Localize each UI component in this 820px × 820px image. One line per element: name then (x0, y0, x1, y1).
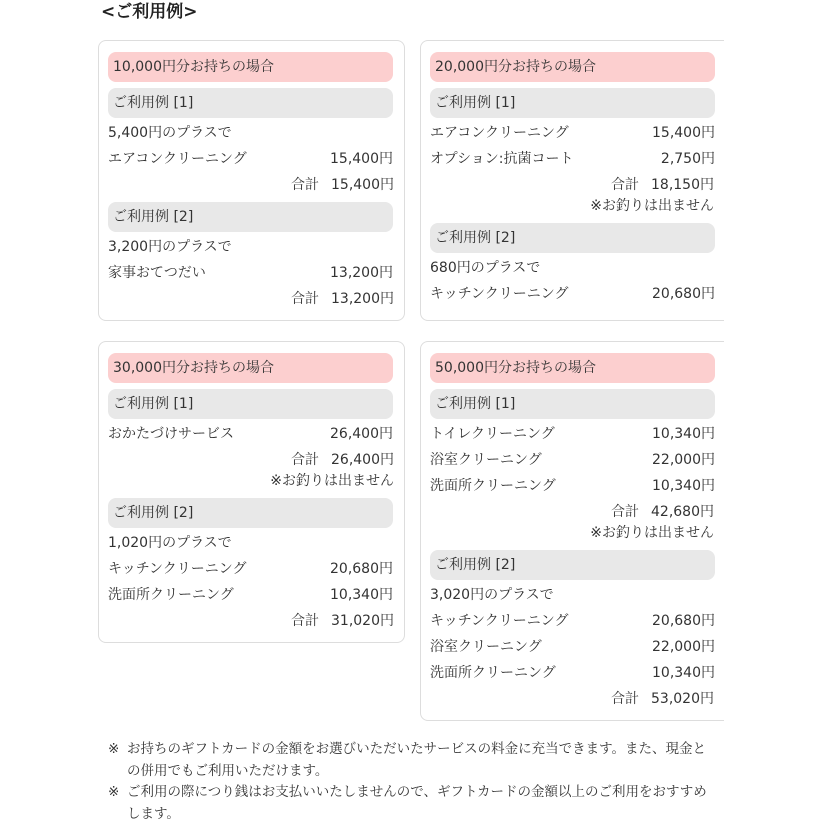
item-name: キッチンクリーニング (108, 561, 247, 577)
item-name: エアコンクリーニング (430, 125, 569, 141)
item-name: 洗面所クリーニング (430, 665, 556, 681)
list-item (430, 637, 715, 657)
example-label: ご利用例 [2] (430, 550, 715, 580)
card-30000 (98, 341, 405, 643)
card-title: 50,000円分お持ちの場合 (430, 353, 715, 383)
card-10000 (98, 40, 405, 321)
list-item (108, 424, 393, 444)
list-item (108, 263, 393, 283)
list-item (108, 149, 393, 169)
item-price: 20,680円 (330, 561, 393, 577)
footnote-text: お持ちのギフトカードの金額をお選びいただいたサービスの料金に充当できます。また、現金と (127, 741, 707, 757)
total-label: 合計 (291, 291, 319, 307)
total-value: 26,400円 (331, 452, 394, 468)
plus-text: 680円のプラスで (430, 260, 541, 276)
total-label: 合計 (611, 691, 639, 707)
list-item (430, 284, 715, 304)
list-item (430, 424, 715, 444)
item-name: おかたづけサービス (108, 426, 234, 442)
card-title: 20,000円分お持ちの場合 (430, 52, 715, 82)
no-change-note: ※お釣りは出ません (270, 473, 394, 489)
item-name: トイレクリーニング (430, 426, 555, 442)
example-label: ご利用例 [2] (430, 223, 715, 253)
item-name: 家事おてつだい (108, 265, 206, 281)
card-title: 10,000円分お持ちの場合 (108, 52, 393, 82)
item-price: 26,400円 (330, 426, 393, 442)
card-50000 (420, 341, 724, 721)
card-title: 30,000円分お持ちの場合 (108, 353, 393, 383)
item-price: 15,400円 (652, 125, 715, 141)
item-price: 2,750円 (660, 151, 715, 167)
total-label: 合計 (611, 504, 639, 520)
list-item (430, 663, 715, 683)
total-value: 42,680円 (651, 504, 714, 520)
total-value: 18,150円 (651, 177, 714, 193)
item-name: 洗面所クリーニング (108, 587, 234, 603)
footnote-text: します。 (127, 806, 180, 820)
item-price: 13,200円 (330, 265, 393, 281)
no-change-note: ※お釣りは出ません (590, 198, 714, 214)
total-row (611, 502, 714, 522)
total-row (291, 289, 394, 309)
item-name: オプション:抗菌コート (430, 151, 574, 167)
plus-text: 1,020円のプラスで (108, 535, 232, 551)
example-label: ご利用例 [1] (430, 88, 715, 118)
item-name: 浴室クリーニング (430, 639, 542, 655)
total-row (291, 611, 394, 631)
footnote-mark: ※ (108, 784, 120, 800)
example-label: ご利用例 [2] (108, 498, 393, 528)
item-name: エアコンクリーニング (108, 151, 247, 167)
item-name: キッチンクリーニング (430, 613, 569, 629)
total-value: 53,020円 (651, 691, 714, 707)
item-name: 洗面所クリーニング (430, 478, 556, 494)
total-value: 13,200円 (331, 291, 394, 307)
list-item (108, 585, 393, 605)
footnote-text: の併用でもご利用いただけます。 (127, 763, 329, 779)
list-item (108, 559, 393, 579)
plus-text: 3,020円のプラスで (430, 587, 554, 603)
no-change-note: ※お釣りは出ません (590, 525, 714, 541)
list-item (430, 476, 715, 496)
item-price: 10,340円 (652, 478, 715, 494)
total-label: 合計 (291, 613, 319, 629)
item-price: 10,340円 (652, 665, 715, 681)
footnote-text: ご利用の際につり銭はお支払いいたしませんので、ギフトカードの金額以上のご利用をおすすめ (127, 784, 707, 800)
section-heading: <ご利用例> (101, 2, 198, 22)
total-label: 合計 (611, 177, 639, 193)
total-label: 合計 (291, 177, 319, 193)
total-label: 合計 (291, 452, 319, 468)
item-price: 15,400円 (330, 151, 393, 167)
list-item (430, 123, 715, 143)
example-label: ご利用例 [2] (108, 202, 393, 232)
example-label: ご利用例 [1] (108, 389, 393, 419)
item-name: キッチンクリーニング (430, 286, 569, 302)
example-label: ご利用例 [1] (108, 88, 393, 118)
list-item (430, 450, 715, 470)
total-row (611, 175, 714, 195)
card-20000 (420, 40, 724, 321)
example-label: ご利用例 [1] (430, 389, 715, 419)
total-row (611, 689, 714, 709)
plus-text: 3,200円のプラスで (108, 239, 232, 255)
footnote-mark: ※ (108, 741, 120, 757)
total-row (291, 450, 394, 470)
total-value: 15,400円 (331, 177, 394, 193)
item-price: 22,000円 (652, 639, 715, 655)
item-name: 浴室クリーニング (430, 452, 542, 468)
item-price: 20,680円 (652, 286, 715, 302)
plus-text: 5,400円のプラスで (108, 125, 232, 141)
list-item (430, 149, 715, 169)
list-item (430, 611, 715, 631)
total-row (291, 175, 394, 195)
item-price: 10,340円 (652, 426, 715, 442)
item-price: 10,340円 (330, 587, 393, 603)
item-price: 20,680円 (652, 613, 715, 629)
total-value: 31,020円 (331, 613, 394, 629)
item-price: 22,000円 (652, 452, 715, 468)
